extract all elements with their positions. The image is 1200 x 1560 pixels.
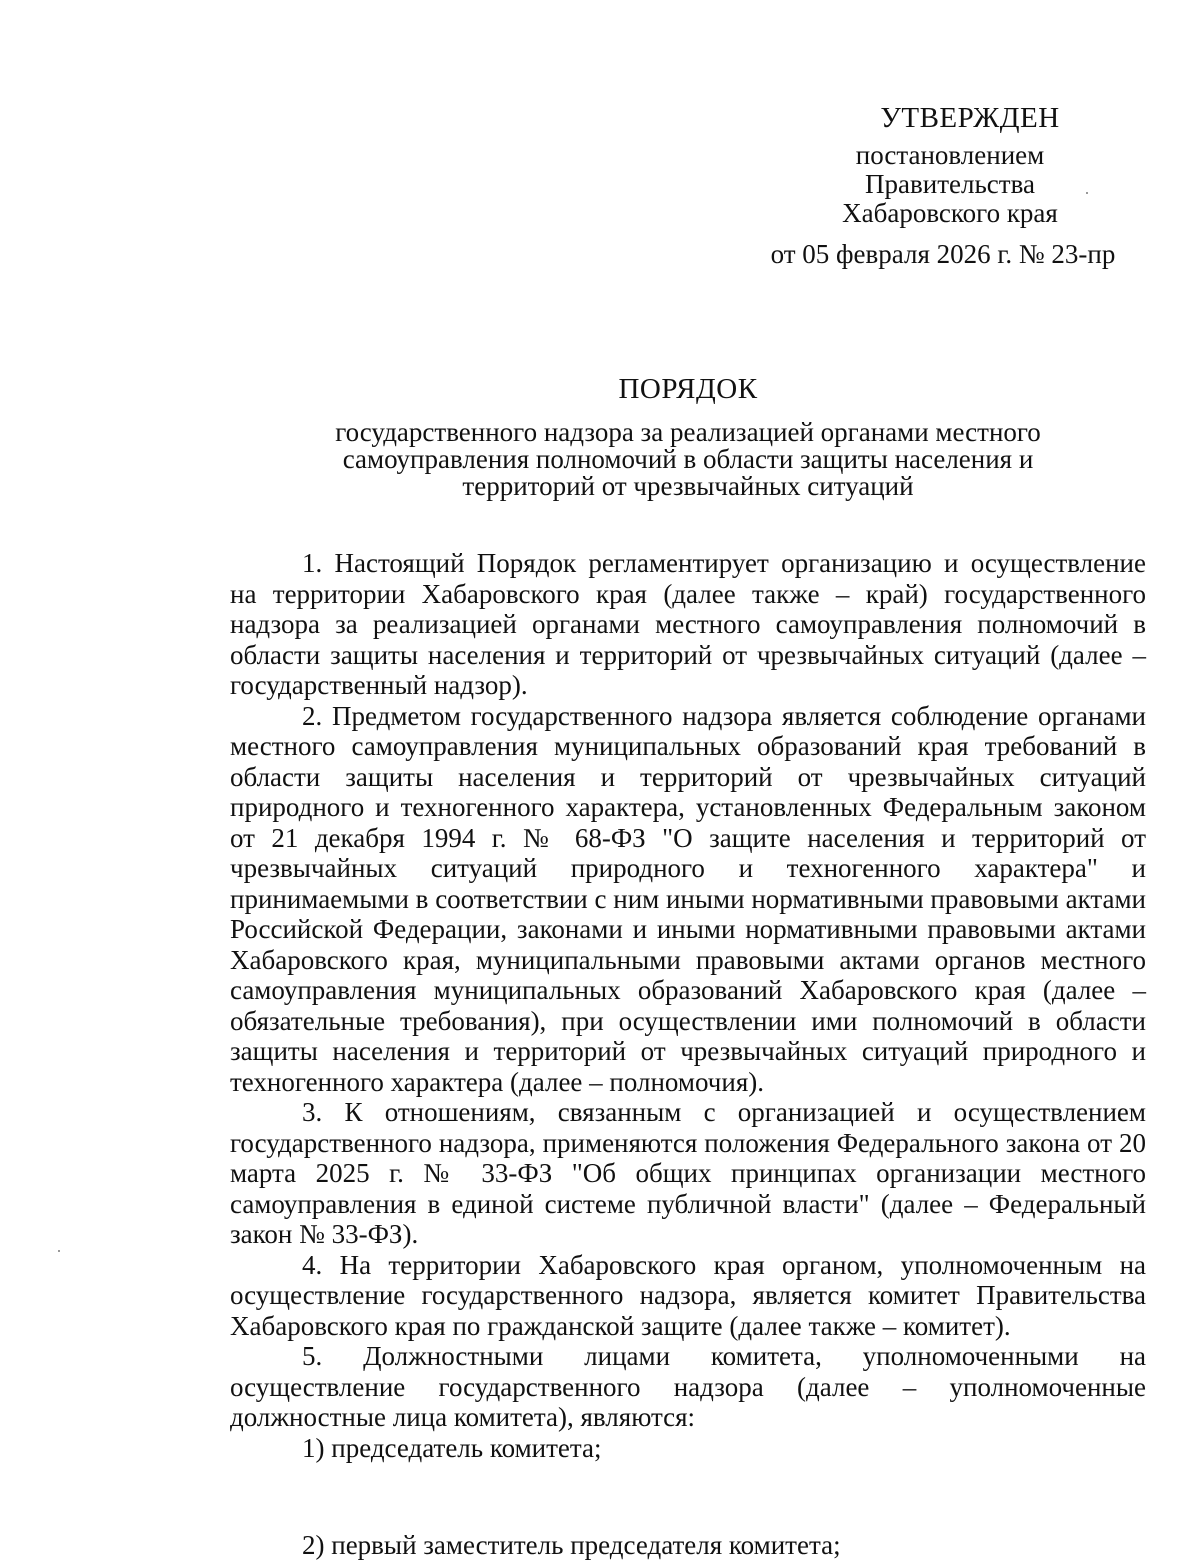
subtitle-line: самоуправления полномочий в области защиты населения и: [342, 444, 1034, 474]
paragraph-2: 2. Предметом государственного надзора является соблюдение органами местного самоуправления муниципальных образований края требований в области защиты населения и территорий от чрезвычайных ситуаций природного и техногенного характера, установленных Федеральным законом от 21 декабря 1994 г. № 68-ФЗ "О защите населения и территорий от чрезвычайных ситуаций природного и техногенного характера" и принимаемыми в соответствии с ним иными нормативными правовыми актами Российской Федерации, законами и иными нормативными правовыми актами Хабаровского края, муниципальными правовыми актами органов местного самоуправления муниципальных образований Хабаровского края (далее – обязательные требования), при осуществлении ими полномочий в области защиты населения и территорий от чрезвычайных ситуаций природного и техногенного характера (далее – полномочия).: [230, 700, 1146, 1097]
paragraph-3: 3. К отношениям, связанным с организацией и осуществлением государственного надзора, применяются положения Федерального закона от 20 марта 2025 г. № 33-ФЗ "Об общих принципах организации местного самоуправления в единой системе публичной власти" (далее – Федеральный закон № 33-ФЗ).: [230, 1097, 1146, 1249]
approval-line-1: постановлением: [855, 140, 1045, 170]
approval-line-3: Хабаровского края: [842, 198, 1058, 228]
scan-speck: [58, 1250, 60, 1252]
paragraph-4: 4. На территории Хабаровского края органом, уполномоченным на осуществление государственного надзора, является комитет Правительства Хабаровского края по гражданской защите (далее также – комитет).: [230, 1249, 1146, 1341]
list-item: 1) председатель комитета;: [302, 1432, 602, 1463]
paragraph-5: 5. Должностными лицами комитета, уполномоченными на осуществление государственного надзора (далее – уполномоченные должностные лица комитета), являются:: [230, 1341, 1146, 1432]
document-title-block: [230, 373, 1146, 501]
subtitle-line: государственного надзора за реализацией органами местного: [335, 417, 1041, 447]
paragraph-1: 1. Настоящий Порядок регламентирует организацию и осуществление на территории Хабаровского края (далее также – край) государственного надзора за реализацией органами местного самоуправления полномочий в области защиты населения и территорий от чрезвычайных ситуаций (далее – государственный надзор).: [230, 548, 1146, 700]
approval-date: от 05 февраля 2026 г. № 23-пр: [770, 239, 1116, 269]
document-title: ПОРЯДОК: [618, 373, 758, 405]
approval-line-2: Правительства: [865, 169, 1035, 199]
scan-speck: [1086, 192, 1088, 194]
approval-heading: УТВЕРЖДЕН: [880, 102, 1060, 134]
document-body: [230, 548, 1146, 1463]
list-item-cut-off: 2) первый заместитель председателя комитета;: [302, 1530, 841, 1560]
approval-stamp: [740, 104, 1160, 269]
subtitle-line: территорий от чрезвычайных ситуаций: [462, 471, 914, 501]
